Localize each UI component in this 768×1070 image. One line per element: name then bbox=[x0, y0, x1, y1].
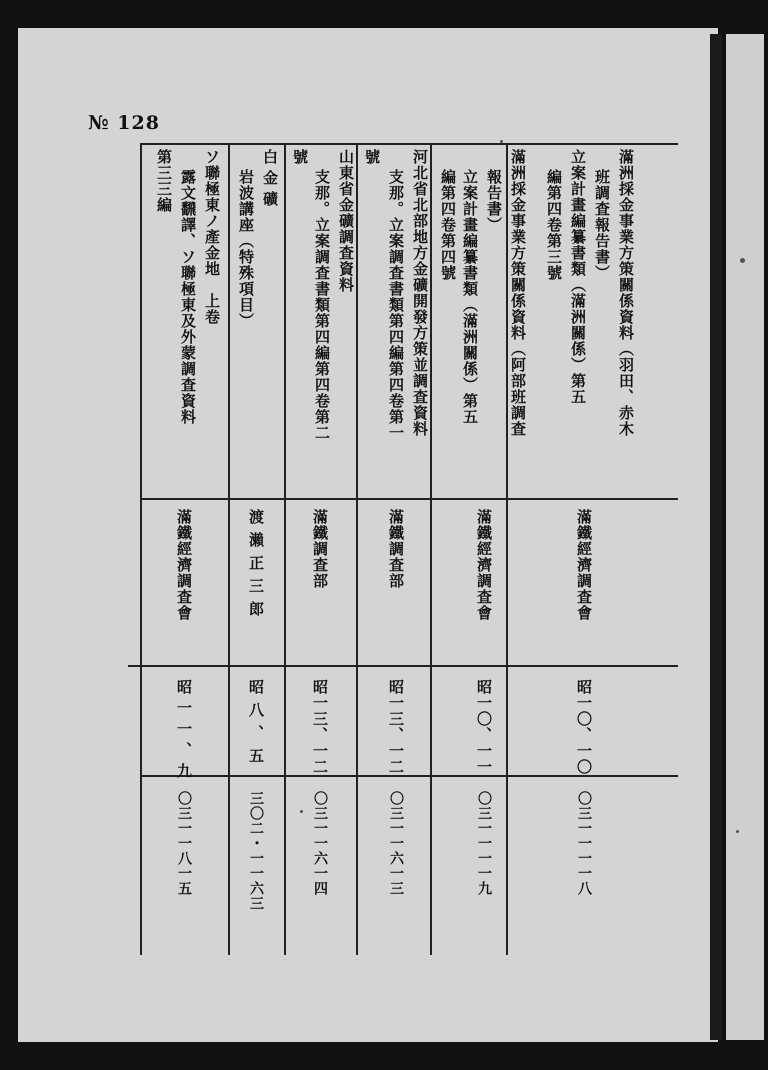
entry-title-line: 立案計畫編纂書類（滿洲關係）第五 bbox=[569, 149, 587, 405]
scan-speck bbox=[300, 810, 303, 813]
entry-title-line: 山東省金礦調査資料 bbox=[337, 149, 355, 293]
entry-title-line: 滿洲採金事業方策關係資料（羽田、赤木 bbox=[617, 149, 635, 437]
entry-date: 昭一〇、一一 bbox=[475, 679, 493, 775]
entry-author: 滿鐵經濟調査會 bbox=[575, 509, 593, 621]
entry-number: 〇三一一六一三 bbox=[388, 791, 404, 896]
entry-date: 昭一一、九 bbox=[175, 679, 193, 784]
page-number: № 128 bbox=[88, 112, 160, 134]
column-divider-date-number bbox=[140, 775, 678, 777]
entry-title-line: 岩波講座（特殊項目） bbox=[237, 169, 255, 329]
entry-title-line: 號 bbox=[291, 149, 309, 165]
entry-title-line: ソ聯極東ノ產金地 上卷 bbox=[203, 149, 221, 325]
entry-number: 〇三一一六一四 bbox=[312, 791, 328, 896]
entry-title-line: 號 bbox=[363, 149, 381, 165]
entry-number: 三〇二・一一六三 bbox=[248, 791, 264, 911]
row-divider bbox=[284, 143, 286, 955]
entry-date: 昭一三、一二 bbox=[311, 679, 329, 775]
entry-title-line: 露文飜譯、ソ聯極東及外蒙調査資料 bbox=[179, 169, 197, 425]
scan-speck bbox=[736, 830, 739, 833]
adjacent-page-edge bbox=[726, 34, 764, 1040]
entry-title-line: 河北省北部地方金礦開發方策並調査資料 bbox=[411, 149, 429, 437]
scan-speck bbox=[500, 140, 503, 143]
table-left-border bbox=[140, 143, 142, 955]
entry-date: 昭一〇、一〇 bbox=[575, 679, 593, 775]
entry-number: 〇三一一一一八 bbox=[576, 791, 592, 896]
column-divider-author-date bbox=[128, 665, 678, 667]
entry-title-line: 支那。立案調査書類第四編第四卷第二 bbox=[313, 169, 331, 441]
entry-author: 渡瀨正三郎 bbox=[247, 509, 265, 624]
entry-author: 滿鐵經濟調査會 bbox=[175, 509, 193, 621]
entry-author: 滿鐵經濟調査會 bbox=[475, 509, 493, 621]
entry-title-line: 第三三編 bbox=[155, 149, 173, 213]
entry-title-line: 支那。立案調査書類第四編第四卷第一 bbox=[387, 169, 405, 441]
entry-title-line: 滿洲採金事業方策關係資料（阿部班調査 bbox=[509, 149, 527, 437]
entry-number: 〇三一一一一九 bbox=[476, 791, 492, 896]
entry-title-line: 班調査報告書） bbox=[593, 169, 611, 281]
table-top-border bbox=[140, 143, 678, 145]
entry-date: 昭八、五 bbox=[247, 679, 265, 771]
entry-title-line: 白金礦 bbox=[261, 149, 279, 212]
column-divider-title-author bbox=[140, 498, 678, 500]
entry-date: 昭一三、一二 bbox=[387, 679, 405, 775]
book-spine bbox=[710, 34, 722, 1040]
entry-title-line: 立案計畫編纂書類（滿洲關係）第五 bbox=[461, 169, 479, 425]
row-divider bbox=[228, 143, 230, 955]
entry-author: 滿鐵調査部 bbox=[311, 509, 329, 589]
entry-title-line: 編第四卷第三號 bbox=[545, 169, 563, 281]
entry-number: 〇三一一八一五 bbox=[176, 791, 192, 896]
catalog-table bbox=[140, 143, 678, 955]
entry-title-line: 報告書） bbox=[485, 169, 503, 233]
scan-speck bbox=[740, 258, 745, 263]
entry-title-line: 編第四卷第四號 bbox=[439, 169, 457, 281]
entry-author: 滿鐵調査部 bbox=[387, 509, 405, 589]
